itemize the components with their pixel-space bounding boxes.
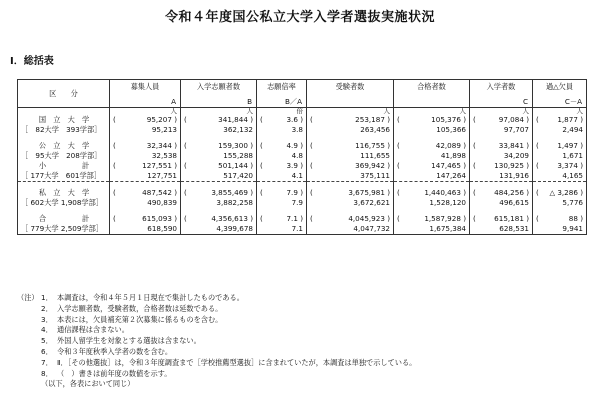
cell-current-year: 41,898 [394,151,470,161]
row-subtitle: ［ 602大学 1,908学部］ [18,198,110,208]
notes-footer: （以下，各表において同じ） [41,379,135,389]
cell-current-year: 628,531 [470,224,533,235]
cell-current-year: 1,675,384 [394,224,470,235]
cell-prev-year: ( 487,542 ) [110,188,181,198]
note-text: Ⅱ．［その他選抜］は，令和３年度調査まで［学校推薦型選抜］に含まれていたが，本調査は単独で示している。 [57,357,417,367]
notes-block [17,293,416,390]
cell-current-year: 4,047,732 [307,224,394,235]
col-diff: 過△欠員 C－A [533,80,587,108]
cell-current-year: 34,209 [470,151,533,161]
notes-lead: （注） [17,293,39,302]
cell-current-year: 618,590 [110,224,181,235]
note-number: 2． [41,303,53,313]
table-row-current [18,151,587,161]
note-text: （ ）書きは前年度の数値を示す。 [57,368,172,378]
cell-prev-year: ( 615,181 ) [470,214,533,224]
note-item [17,347,416,358]
note-text: 本調査は，令和４年５月１日現在で集計したものである。 [57,293,244,302]
table-row-current [18,198,587,208]
cell-prev-year: ( 615,093 ) [110,214,181,224]
note-item [17,369,416,380]
cell-prev-year: ( 369,942 ) [307,161,394,171]
cell-prev-year: ( 105,376 ) [394,115,470,125]
cell-prev-year: ( 7.9 ) [257,188,307,198]
note-item [17,304,416,315]
table-row-prev [18,141,587,151]
cell-current-year: 2,494 [533,125,587,135]
cell-current-year: 155,288 [181,151,257,161]
row-name: 国 立 大 学 [18,115,110,125]
cell-current-year: 105,366 [394,125,470,135]
cell-prev-year: ( 95,207 ) [110,115,181,125]
cell-prev-year: ( 4.9 ) [257,141,307,151]
row-name: 小 計 [18,161,110,171]
cell-current-year: 3.8 [257,125,307,135]
note-item [17,336,416,347]
section-heading: Ⅰ．総括表 [10,56,54,67]
page-title: 令和４年度国公私立大学入学者選抜実施状況 [164,10,435,25]
col-category: 区 分 [18,80,110,108]
cell-prev-year: ( 3.6 ) [257,115,307,125]
table-row-prev [18,188,587,198]
note-number: 6． [41,346,53,356]
cell-prev-year: ( 4,356,613 ) [181,214,257,224]
cell-current-year: 32,538 [110,151,181,161]
unit-label: 人 [533,108,587,116]
cell-current-year: 263,456 [307,125,394,135]
cell-prev-year: ( 1,877 ) [533,115,587,125]
cell-prev-year: ( 1,587,928 ) [394,214,470,224]
cell-prev-year: ( 159,300 ) [181,141,257,151]
cell-current-year: 4,165 [533,171,587,182]
table-row-current [18,224,587,235]
note-text: 入学志願者数，受験者数，合格者数は延数である。 [57,303,223,313]
cell-prev-year: ( 4,045,923 ) [307,214,394,224]
cell-prev-year: ( 116,755 ) [307,141,394,151]
note-number: 4． [41,325,53,335]
note-item [17,358,416,369]
cell-current-year: 375,111 [307,171,394,182]
col-applicants: 入学志願者数 B [181,80,257,108]
cell-current-year: 3,882,258 [181,198,257,208]
table-row-current [18,171,587,182]
unit-label: 倍 [257,108,307,116]
cell-prev-year: ( 88 ) [533,214,587,224]
unit-label: 人 [110,108,181,116]
cell-current-year: 3,672,621 [307,198,394,208]
note-number: 1． [41,293,53,302]
row-subtitle: ［ 779大学 2,509学部］ [18,224,110,235]
cell-prev-year: ( 127,551 ) [110,161,181,171]
cell-current-year: 131,916 [470,171,533,182]
cell-prev-year: ( 32,344 ) [110,141,181,151]
row-subtitle: ［ 82大学 393学部］ [18,125,110,135]
cell-prev-year: ( 3,675,981 ) [307,188,394,198]
note-number: 8． [41,368,53,378]
col-capacity: 募集人員 A [110,80,181,108]
cell-prev-year: ( 130,925 ) [470,161,533,171]
cell-prev-year: ( 33,841 ) [470,141,533,151]
table-row-current [18,125,587,135]
cell-current-year: 4.1 [257,171,307,182]
cell-prev-year: ( 3,374 ) [533,161,587,171]
row-subtitle: ［ 177大学 601学部］ [18,171,110,182]
col-passers: 合格者数 [394,80,470,108]
unit-label: 人 [181,108,257,116]
cell-prev-year: ( 3,855,469 ) [181,188,257,198]
cell-current-year: 95,213 [110,125,181,135]
cell-current-year: 4.8 [257,151,307,161]
note-text: 本表には，欠員補充第２次募集に係るものを含む。 [57,314,223,324]
cell-current-year: 7.9 [257,198,307,208]
row-name: 公 立 大 学 [18,141,110,151]
cell-prev-year: ( 7.1 ) [257,214,307,224]
cell-current-year: 1,671 [533,151,587,161]
unit-label: 人 [394,108,470,116]
note-number: 5． [41,336,53,346]
cell-prev-year: ( 1,440,463 ) [394,188,470,198]
cell-current-year: 1,528,120 [394,198,470,208]
cell-current-year: 4,399,678 [181,224,257,235]
row-subtitle: ［ 95大学 208学部］ [18,151,110,161]
cell-current-year: 362,132 [181,125,257,135]
cell-current-year: 7.1 [257,224,307,235]
cell-prev-year: ( 484,256 ) [470,188,533,198]
cell-current-year: 111,655 [307,151,394,161]
row-name: 私 立 大 学 [18,188,110,198]
cell-current-year: 517,420 [181,171,257,182]
cell-prev-year: ( 501,144 ) [181,161,257,171]
cell-prev-year: ( 97,084 ) [470,115,533,125]
row-name: 合 計 [18,214,110,224]
note-text: 通信課程は含まない。 [57,325,129,335]
table-row-prev [18,214,587,224]
cell-current-year: 9,941 [533,224,587,235]
cell-prev-year: ( 1,497 ) [533,141,587,151]
cell-current-year: 5,776 [533,198,587,208]
col-examinees: 受験者数 [307,80,394,108]
note-item [17,315,416,326]
col-enrolled: 入学者数 C [470,80,533,108]
cell-prev-year: ( 253,187 ) [307,115,394,125]
cell-prev-year: ( 147,465 ) [394,161,470,171]
summary-table [17,79,587,235]
cell-current-year: 127,751 [110,171,181,182]
cell-prev-year: ( 3.9 ) [257,161,307,171]
note-number: 7． [41,357,53,367]
note-text: 令和３年度秋季入学者の数を含む。 [57,346,173,356]
cell-prev-year: ( 42,089 ) [394,141,470,151]
unit-label: 人 [307,108,394,116]
note-item [17,325,416,336]
col-ratio: 志願倍率 B／A [257,80,307,108]
cell-prev-year: ( △ 3,286 ) [533,188,587,198]
table-row-prev [18,115,587,125]
cell-current-year: 496,615 [470,198,533,208]
cell-current-year: 490,839 [110,198,181,208]
cell-current-year: 97,707 [470,125,533,135]
table-row-prev [18,161,587,171]
unit-label: 人 [470,108,533,116]
note-number: 3． [41,314,53,324]
note-item [17,293,416,304]
note-text: 外国人留学生を対象とする選抜は含まない。 [57,336,201,346]
cell-prev-year: ( 341,844 ) [181,115,257,125]
cell-current-year: 147,264 [394,171,470,182]
